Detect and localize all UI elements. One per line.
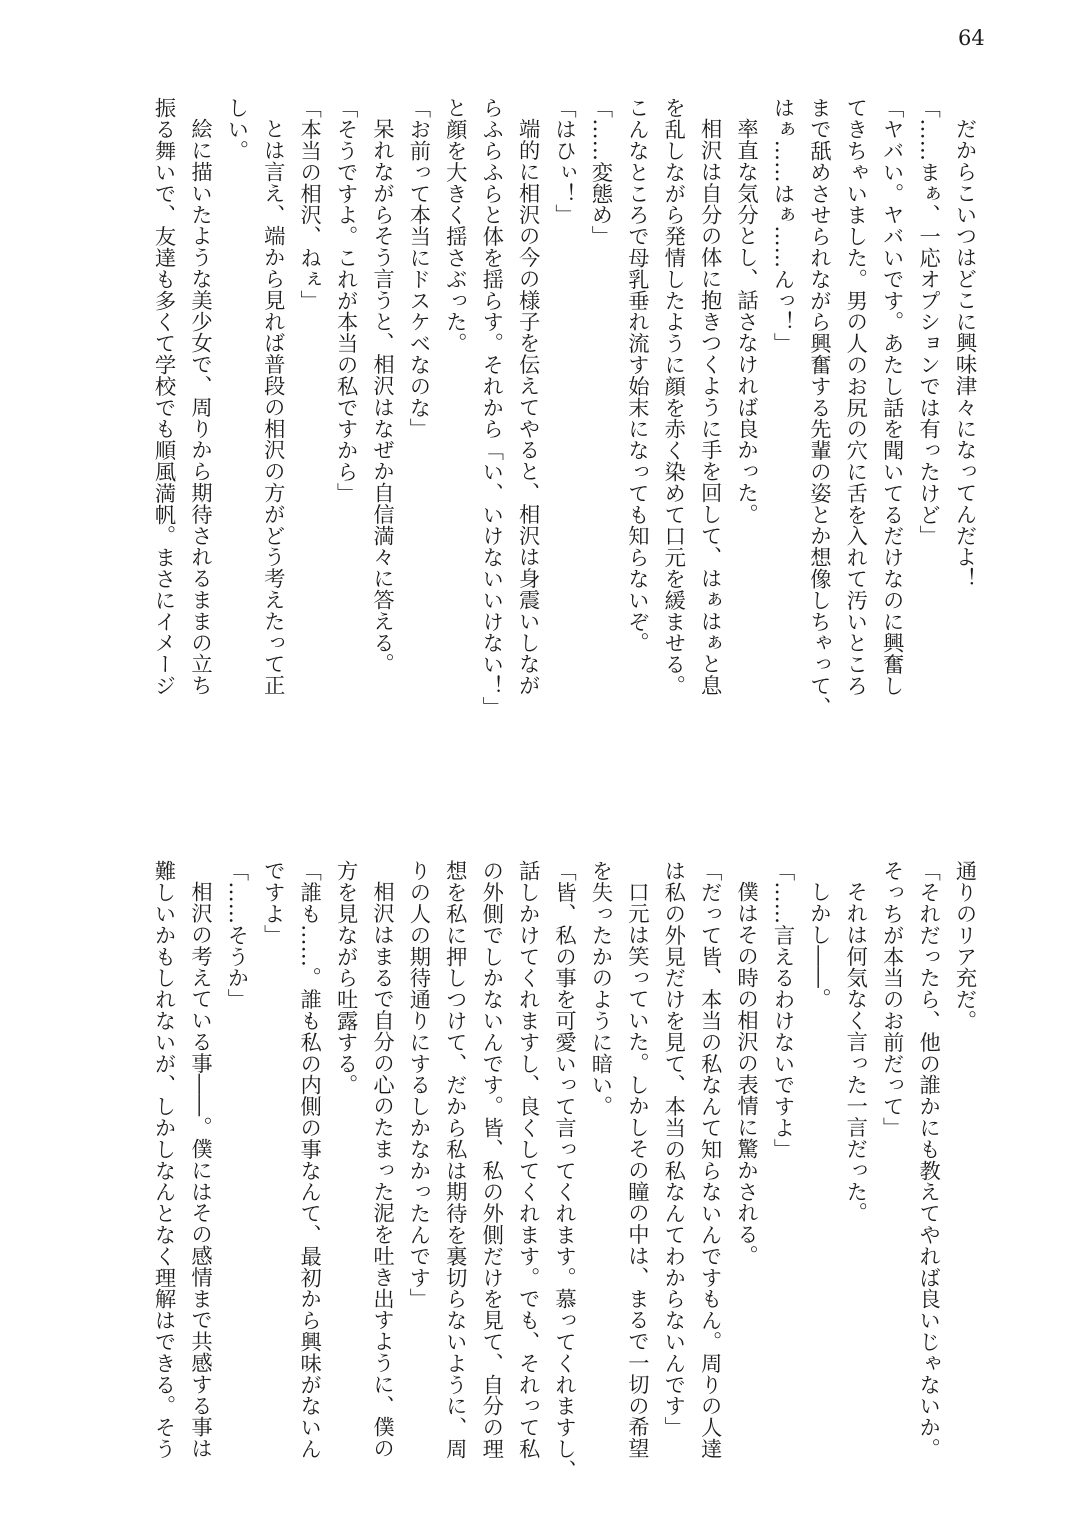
text-line: 相沢はまるで自分の心のたまった泥を吐き出すように、僕の: [369, 881, 395, 1460]
text-block-lower: [145, 860, 982, 1500]
text-line: を失ったかのように暗い。: [587, 860, 613, 1117]
text-line: 「……そうか」: [223, 860, 249, 1010]
text-line: 「誰も……。誰も私の内側の事なんて、最初から興味がないん: [296, 860, 322, 1460]
text-line: 相沢は自分の体に抱きつくように手を回して、はぁはぁと息: [697, 118, 723, 697]
text-line: らふらふらと体を揺らす。それから「い、いけないいけない！」: [478, 97, 504, 718]
text-line: 話しかけてくれますし、良くしてくれます。でも、それって私: [515, 860, 541, 1460]
text-line: 振る舞いで、友達も多くて学校でも順風満帆。まさにイメージ: [151, 97, 177, 697]
text-line: を乱しながら発情したように顔を赤く染めて口元を緩ませる。: [660, 97, 686, 697]
text-line: と顔を大きく揺さぶった。: [442, 97, 468, 354]
text-block-upper: [145, 97, 982, 757]
text-line: だからこいつはどこに興味津々になってんだよ！: [952, 118, 977, 590]
text-line: 「皆、私の事を可愛いって言ってくれます。慕ってくれますし、: [551, 860, 577, 1481]
text-line: 「ヤバい。ヤバいです。あたし話を聞いてるだけなのに興奮し: [879, 97, 905, 697]
text-line: 「はひぃ！」: [551, 97, 577, 226]
page-number: 64: [958, 26, 985, 50]
text-line: てきちゃいました。男の人のお尻の穴に舌を入れて汚いところ: [842, 97, 868, 697]
text-line: 「……言えるわけないですよ」: [769, 860, 795, 1160]
text-line: とは言え、端から見れば普段の相沢の方がどう考えたって正: [260, 118, 286, 697]
text-line: 「本当の相沢、ねぇ」: [296, 97, 322, 311]
text-line: 端的に相沢の今の様子を伝えてやると、相沢は身震いしなが: [515, 118, 541, 697]
text-line: 率直な気分とし、話さなければ良かった。: [733, 118, 759, 525]
text-line: 「お前って本当にドスケベなのな」: [405, 97, 431, 440]
text-line: 「……まぁ、一応オプションでは有ったけど」: [915, 97, 941, 547]
text-line: まで舐めさせられながら興奮する先輩の姿とか想像しちゃって、: [806, 97, 832, 718]
text-line: の外側でしかないんです。皆、私の外側だけを見て、自分の理: [478, 860, 504, 1460]
text-line: 通りのリア充だ。: [952, 860, 977, 1032]
text-line: しかし――。: [806, 881, 832, 1010]
text-line: 「……変態め」: [587, 97, 613, 247]
text-line: それは何気なく言った一言だった。: [842, 881, 868, 1224]
text-line: 「だって皆、本当の私なんて知らないんですもん。周りの人達: [697, 860, 723, 1460]
text-line: 呆れながらそう言うと、相沢はなぜか自信満々に答える。: [369, 118, 395, 675]
text-line: 「そうですよ。これが本当の私ですから」: [333, 97, 359, 504]
text-line: 方を見ながら吐露する。: [333, 860, 359, 1096]
text-line: はぁ……はぁ……んっ！」: [769, 97, 795, 354]
text-line: こんなところで母乳垂れ流す始末になっても知らないぞ。: [624, 97, 650, 654]
text-line: 口元は笑っていた。しかしその瞳の中は、まるで一切の希望: [624, 881, 650, 1460]
text-line: しい。: [223, 97, 249, 162]
text-line: 「それだったら、他の誰かにも教えてやれば良いじゃないか。: [915, 860, 941, 1460]
text-line: 相沢の考えている事――。僕にはその感情まで共感する事は: [187, 881, 213, 1460]
text-line: 難しいかもしれないが、しかしなんとなく理解はできる。そう: [151, 860, 177, 1460]
text-line: そっちが本当のお前だって」: [879, 860, 905, 1139]
text-line: は私の外見だけを見て、本当の私なんてわからないんです」: [660, 860, 686, 1438]
text-line: 絵に描いたような美少女で、周りから期待されるままの立ち: [187, 118, 213, 697]
text-line: ですよ」: [260, 860, 286, 946]
text-line: 想を私に押しつけて、だから私は期待を裏切らないように、周: [442, 860, 468, 1460]
text-line: りの人の期待通りにするしかなかったんです」: [405, 860, 431, 1310]
text-line: 僕はその時の相沢の表情に驚かされる。: [733, 881, 759, 1267]
